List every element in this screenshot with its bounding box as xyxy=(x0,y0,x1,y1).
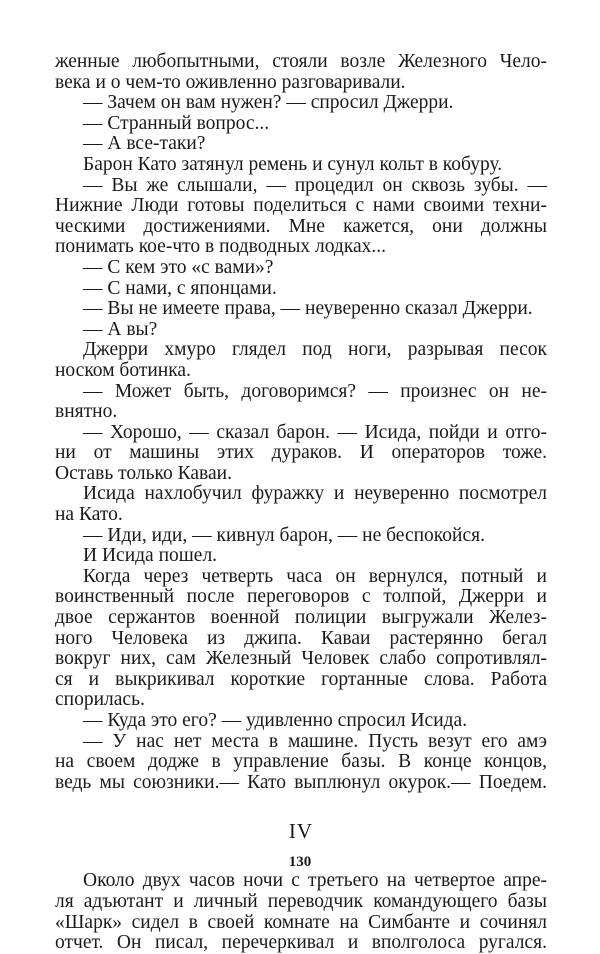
text-line: — Зачем он вам нужен? — спросил Джерри. xyxy=(83,92,454,114)
text-line: И Исида пошел. xyxy=(83,545,218,567)
text-line: — С нами, с японцами. xyxy=(83,277,277,299)
text-line: Джерри хмуро глядел под ноги, разрывая песок xyxy=(83,339,547,361)
text-line: носком ботинка. xyxy=(55,359,191,381)
text-line: века и о чем-то оживленно разговаривали. xyxy=(55,71,406,93)
text-block-part2 xyxy=(55,871,547,953)
text-line: Оставь только Каваи. xyxy=(55,462,232,484)
text-line: отчет. Он писал, перечеркивал и вполголоса ругался. xyxy=(55,932,547,954)
text-line: Нижние Люди готовы поделиться с нами своими техни- xyxy=(55,195,547,217)
text-line: «Шарк» сидел в своей комнате на Симбанте и сочинял xyxy=(55,911,547,933)
text-line: ни от машины этих дураков. И операторов тоже. xyxy=(55,442,547,464)
text-line: спорилась. xyxy=(55,689,145,711)
text-line: — А все-таки? xyxy=(83,133,206,155)
text-line: — Хорошо, — сказал барон. — Исида, пойди и отго- xyxy=(83,421,547,443)
text-line: вокруг них, сам Железный Человек слабо сопротивлял- xyxy=(55,648,547,670)
text-line: ческими достижениями. Мне кажется, они должны xyxy=(55,215,547,237)
text-line: на Като. xyxy=(55,504,123,526)
text-line: ля адъютант и личный переводчик командующего базы xyxy=(55,890,547,912)
text-line: воинственный после переговоров с толпой, Джерри и xyxy=(55,586,547,608)
text-line: ведь мы союзники.— Като выплюнул окурок.— Поедем. xyxy=(55,771,547,793)
text-block-part1 xyxy=(55,52,547,793)
text-line: — Вы не имеете права, — неуверенно сказал Джерри. xyxy=(83,298,533,320)
chapter-heading: IV xyxy=(288,819,314,844)
text-line: Когда через четверть часа он вернулся, потный и xyxy=(83,565,547,587)
text-line: — Куда это его? — удивленно спросил Исида. xyxy=(83,710,468,731)
text-line: Исида нахлобучил фуражку и неуверенно посмотрел xyxy=(83,483,547,505)
text-line: — А вы? xyxy=(83,318,158,340)
text-line: ся и выкрикивал короткие гортанные слова. Работа xyxy=(55,668,547,690)
text-line: женные любопытными, стояли возле Железного Чело- xyxy=(55,51,547,72)
text-line: — Иди, иди, — кивнул барон, — не беспокойся. xyxy=(83,524,485,546)
text-line: ного Человека из джипа. Каваи растерянно бегал xyxy=(55,627,547,649)
text-line: двое сержантов военной полиции выгружали Желез- xyxy=(55,607,547,629)
text-line: — Может быть, договоримся? — произнес он не- xyxy=(83,380,547,402)
text-line: — Вы же слышали, — процедил он сквозь зубы. — xyxy=(83,174,547,196)
text-line: — У нас нет места в машине. Пусть везут его амэ xyxy=(83,730,547,752)
text-line: Барон Като затянул ремень и сунул кольт в кобуру. xyxy=(83,153,503,175)
text-line: — С кем это «с вами»? xyxy=(83,256,274,278)
text-line: внятно. xyxy=(55,401,118,423)
text-line: Около двух часов ночи с третьего на четвертое апре- xyxy=(83,870,547,892)
page-number: 130 xyxy=(288,854,312,870)
text-line: на своем додже в управление базы. В конце концов, xyxy=(55,751,547,773)
text-line: понимать кое-что в подводных лодках... xyxy=(55,236,387,258)
book-page xyxy=(55,52,547,954)
text-line: — Странный вопрос... xyxy=(83,112,270,134)
